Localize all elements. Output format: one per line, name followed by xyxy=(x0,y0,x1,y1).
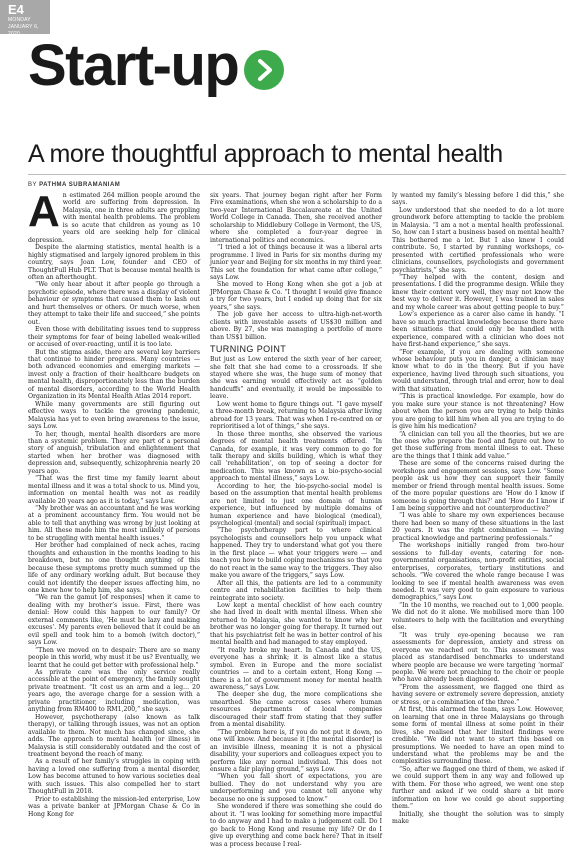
article-paragraph: But the stigma aside, there are several key barriers that continue to hinder progress. Many countries — both advanced economies and emerging markets — invest only a fraction of their healthcare budgets on mental health, disproportionately less than the burden of mental disorders, according to the World Health Organization in its Mental Health Atlas 2014 report. xyxy=(28,348,200,401)
article-paragraph: “A clinician can tell you all the theories, but we are the ones who prepare the food and figure out how to get those suffering from mental illness to eat. These are the things that I think add value.” xyxy=(392,430,564,460)
article-paragraph: “We ran the gamut [of responses] when it came to dealing with my brother’s issue. First, there was denial: How could this happen to our family? Or external comments like, ‘He must be lazy and making excuses’. My parents even believed that it could be an evil spell and took him to a bomoh (witch doctor),” says Low. xyxy=(28,594,200,647)
section-headline xyxy=(28,34,284,98)
article-paragraph: “So, after we flagged one third of them, we asked if we could support them in any way and followed up with them. For those who agreed, we went one step further and asked if we could share a bit more information on how we could go about supporting them.” xyxy=(392,765,564,811)
page-tab xyxy=(0,0,50,37)
article-paragraph: “In the 10 months, we reached out to 1,000 people. We did not do it alone. We mobilised more than 100 volunteers to help with the facilitation and everything else. xyxy=(392,601,564,632)
article-paragraph: “I tried a lot of things because it was a liberal arts programme. I lived in Paris for six months during my junior year and Beijing for six months in my third year. This set the foundation for what came after college,” says Low. xyxy=(210,244,382,281)
article-paragraph: “They helped with the content, design and presentations. I did the programme design. While they knew their content very well, they may not know the best way to deliver it. However, I was trained in sales and my whole career was about getting people to buy.” xyxy=(392,273,564,311)
issue-date-line3: 2020 xyxy=(8,31,20,37)
section-subheading: TURNING POINT xyxy=(210,344,287,355)
drop-cap: A xyxy=(28,187,60,236)
article-paragraph: She wondered if there was something she could do about it. “I was looking for something more impactful to do anyway and I had to make a judgement call. Do I go back to Hong Kong and resume my life? Or do I give up everything and come back here? That in itself was a process because I real- xyxy=(210,803,382,848)
article-headline: A more thoughtful approach to mental health xyxy=(28,140,503,168)
article-paragraph: “Then we moved on to despair: There are so many people in this world, why must it be us? Eventually, we learnt that he could get better with professional help.” xyxy=(28,646,200,669)
article-paragraph: ly wanted my family’s blessing before I did this,” she says. xyxy=(392,192,564,207)
article-paragraph: Low kept a mental checklist of how each country she had lived in dealt with mental illness. When she returned to Malaysia, she wanted to know why her brother was no longer going for therapy. It turned out that his psychiatrist felt he was in better control of his mental health and had managed to stay employed. xyxy=(210,602,382,647)
article-paragraph: Low went home to figure things out. “I gave myself a three-month break, returning to Malaysia after living abroad for 13 years. That was when I re-centred on or reprioritised a lot of things,” she says. xyxy=(210,400,382,431)
article-paragraph: “We only hear about it after people go through a psychotic episode, where there was a display of violent behaviour or symptoms that caused them to lash out and hurt themselves or others. Or much worse, when they attempt to take their life and succeed,” she points out. xyxy=(28,281,200,326)
article-paragraph: “I was able to share my own experiences because there had been so many of these situations in the last 20 years. It was the right combination — having practical knowledge and partnering professionals.” xyxy=(392,512,564,542)
article-paragraph: Low’s experience as a carer also came in handy. “I have so much practical knowledge because there have been situations that could only be handled with experience, compared with a clinician who does not have first-hand experience,” she says. xyxy=(392,311,564,349)
article-paragraph: She moved to Hong Kong when she got a job at JPMorgan Chase & Co. “I thought I would give finance a try for two years, but I ended up doing that for six years,” she says. xyxy=(210,281,382,311)
article-paragraph: As a result of her family’s struggles in coping with having a loved one suffering from a mental disorder, Low has become attuned to how various societies deal with such issues. This also compelled her to start ThoughtFull in 2018. xyxy=(28,758,200,796)
issue-date-line1: MONDAY xyxy=(8,17,31,23)
article-paragraph: The deeper she dug, the more complications she unearthed. She came across cases where human resources departments of local companies discouraged their staff from stating that they suffer from a mental disability. xyxy=(210,691,382,729)
article-paragraph: Even those with debilitating issues tend to suppress their symptoms for fear of being labelled weak-willed or accused of over-reacting, until it is too late. xyxy=(28,326,200,349)
article-paragraph: The job gave her access to ultra-high-net-worth clients with investable assets of US$30 million and above. By 27, she was managing a portfolio of more than US$1 billion. xyxy=(210,311,382,341)
article-paragraph: “It was truly eye-opening because we ran assessments for depression, anxiety and stress on everyone we reached out to. This assessment was placed as standardised benchmarks to understand where people are because we were targeting ‘normal’ people. We were not preaching to the choir or people who have already been diagnosed. xyxy=(392,631,564,684)
article-paragraph: “The psychotherapy part to where clinical psychologists and counsellors help you unpack what happened. They try to understand what got you there in the first place — what your triggers were — and teach you how to build coping mechanisms so that you do not react in the same way to the triggers. They also make you aware of the triggers,” says Low. xyxy=(210,527,382,580)
article-column-2 xyxy=(210,192,382,848)
article-column-3 xyxy=(392,192,564,826)
article-paragraph: At first, this alarmed the team, says Low. However, on learning that one in three Malaysians go through some form of mental illness at some point in their lives, she realised that her limited findings were credible. “We did not want to start this based on presumptions. We needed to have an open mind to understand what the problems may be and the complexities surrounding these. xyxy=(392,706,564,766)
article-paragraph: n estimated 264 million people around the world are suffering from depression. In Malaysia, one in three adults are grappling with mental health problems. The problem is so acute that children as young as 10 years old are seeking help for clinical depression. xyxy=(28,192,200,244)
byline-author: PATHMA SUBRAMANIAM xyxy=(39,182,121,188)
divider xyxy=(28,174,566,175)
article-paragraph: To her, though, mental health disorders are more than a systemic problem. They are part of a personal story of anguish, tribulation and enlightenment that started when her brother was diagnosed with depression and, subsequently, schizophrenia nearly 20 years ago. xyxy=(28,430,200,475)
article-paragraph: Initially, she thought the solution was to simply make xyxy=(392,810,564,826)
article-paragraph: The workshops initially ranged from two-hour sessions to full-day events, catering for non-governmental organisations, non-profit entities, social enterprises, corporates, tertiary institutions and schools. “We covered the whole range because I was looking to see if mental health awareness was even needed. It was very good to gain exposure to various demographics,” says Low. xyxy=(392,542,564,602)
byline-prefix: BY xyxy=(28,182,37,188)
article-paragraph: But just as Low entered the sixth year of her career, she felt that she had come to a crossroads. If she stayed where she was, the huge sum of money that she was earning would effectively act as “golden handcuffs” and eventually, it would be impossible to leave. xyxy=(210,356,382,401)
article-paragraph: After all this, the patients are led to a community centre and rehabilitation facilities to help them reintegrate into society. xyxy=(210,579,382,602)
article-paragraph: “This is practical knowledge. For example, how do you make sure your stance is not threatening? How about when the person you are trying to help thinks you are going to kill him when all you are trying to do is give him his medication? xyxy=(392,393,564,431)
article-paragraph: six years. That journey began right after her Form Five examinations, when she won a scholarship to do a two-year International Baccalaureate at the United World College in Canada. Then, she received another scholarship to Middlebury College in Vermont, the US, where she completed a four-year degree in international politics and economics. xyxy=(210,192,382,244)
article-paragraph: In those three months, she observed the various degrees of mental health treatments offered. “In Canada, for example, it was very common to go for talk therapy and skills building, which is what they call ‘rehabilitation’, on top of seeing a doctor for medication. This was known as a bio-psycho-social approach to mental illness,” says Low. xyxy=(210,430,382,483)
issue-date-line2: JANUARY 6, xyxy=(8,24,39,30)
article-paragraph: “When you fall short of expectations, you are bullied. They do not understand why you are underperforming and you cannot tell anyone why because no one is supposed to know.” xyxy=(210,773,382,803)
article-paragraph: Low understood that she needed to do a lot more groundwork before attempting to tackle the problem in Malaysia. “I am a not a mental health professional. So, how can I start a business based on mental health? This bothered me a lot. But I also knew I could contribute. So, I started by running workshops, co-presented with certified professionals who were clinicians, counsellors, psychologists and government psychiatrists,” she says. xyxy=(392,206,564,274)
article-column-1 xyxy=(28,187,200,818)
article-paragraph: “It really broke my heart. In Canada and the US, everyone has a shrink; it is almost like a status symbol. Even in Europe and the more socialist countries — and to a certain extent, Hong Kong — there is a lot of government money for mental health awareness,” says Low. xyxy=(210,646,382,691)
section-title: Start-up xyxy=(28,33,239,98)
article-paragraph: Prior to establishing the mission-led enterprise, Low was a private banker at JPMorgan Chase & Co in Hong Kong for xyxy=(28,795,200,818)
article-paragraph: “From the assessment, we flagged one third as having severe or extremely severe depression, anxiety or stress, or a combination of the three.” xyxy=(392,683,564,706)
article-paragraph: “The problem here is, if you do not put it down, no one will know. And because it [the mental disorder] is an invisible illness, meaning it is not a physical disability, your superiors and colleagues expect you to perform like any normal individual. This does not ensure a fair playing ground,” says Low. xyxy=(210,728,382,773)
article-paragraph: “That was the first time my family learnt about mental illness and it was a total shock to us. Mind you, information on mental health was not as readily available 20 years ago as it is today,” says Low. xyxy=(28,475,200,505)
article-paragraph: These are some of the concerns raised during the workshops and engagement sessions, says Low. “Some people ask us how they can support their family member or friend through mental health issues. Some of the more popular questions are ‘How do I know if someone is going through this?’ and ‘How do I know if I am being supportive and not counterproductive?’ xyxy=(392,460,564,513)
page-number: E4 xyxy=(8,2,24,17)
article-paragraph: As private care was the only service really accessible at the point of emergency, the family sought private treatment. “It cost us an arm and a leg… 20 years ago, the average charge for a session with a private practitioner, including medication, was anything from RM400 to RM1,200,” she says. xyxy=(28,669,200,714)
article-body xyxy=(28,187,566,848)
article-paragraph: Despite the alarming statistics, mental health is a highly stigmatised and largely ignored problem in this country, says Joan Low, founder and CEO of ThoughtFull Hub PLT. That is because mental health is often an afterthought. xyxy=(28,244,200,281)
article-paragraph: “For example, if you are dealing with someone whose behaviour puts you in danger, a clinician may know what to do in the theory. But if you have experience, having lived through such situations, you would understand, through trial and error, how to deal with that situation. xyxy=(392,348,564,393)
article-paragraph: Her brother had complained of neck aches, racing thoughts and exhaustion in the months leading to his breakdown, but no one thought anything of this because these symptoms pretty much summed up the life of any ordinary working adult. But because they could not identify the deeper issues affecting him, no one knew how to help him, she says. xyxy=(28,542,200,595)
article-paragraph: According to her, the bio-psycho-social model is based on the assumption that mental health problems are not limited to just one domain of human experience, but influenced by multiple domains of human experience and have biological (medical), psychological (mental) and social (spiritual) impact. xyxy=(210,482,382,528)
article-paragraph: “My brother was an accountant and he was working at a prominent accountancy firm. You would not be able to tell that anything was wrong by just looking at him. All these made him the most unlikely of persons to be struggling with mental health issues.” xyxy=(28,505,200,542)
article-paragraph: However, psychotherapy (also known as talk therapy), or talking through issues, was not an option available to them. Not much has changed since, she adds. The approach to mental health (or illness) in Malaysia is still considerably outdated and the cost of treatment beyond the reach of many. xyxy=(28,713,200,758)
article-paragraph: While many governments are still figuring out effective ways to tackle the growing pandemic, Malaysia has yet to even bring awareness to the issue, says Low. xyxy=(28,400,200,431)
right-arrow-circle-icon xyxy=(244,50,284,90)
